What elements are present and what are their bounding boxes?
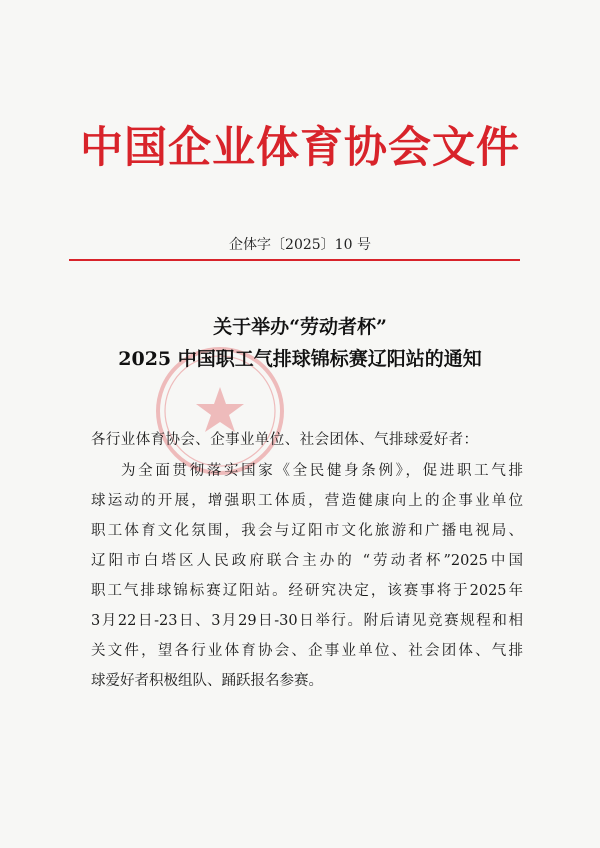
notice-title-line-1: 关于举办“劳动者杯” bbox=[213, 316, 387, 338]
body-line: 关文件，望各行业体育协会、企事业单位、社会团体、气排 bbox=[91, 643, 523, 659]
notice-title-line-2: 2025 中国职工气排球锦标赛辽阳站的通知 bbox=[118, 348, 482, 370]
body-line: 球运动的开展，增强职工体质，营造健康向上的企事业单位 bbox=[91, 493, 523, 509]
body-line: 职工气排球锦标赛辽阳站。经研究决定，该赛事将于2025年 bbox=[91, 583, 523, 599]
body-line: 辽阳市白塔区人民政府联合主办的 “劳动者杯”2025中国 bbox=[91, 553, 523, 569]
document-number: 企体字〔2025〕10 号 bbox=[229, 237, 371, 253]
body-line: 3月22日-23日、3月29日-30日举行。附后请见竞赛规程和相 bbox=[91, 613, 523, 629]
body-line: 职工体育文化氛围，我会与辽阳市文化旅游和广播电视局、 bbox=[91, 523, 523, 539]
org-header-title: 中国企业体育协会文件 bbox=[80, 123, 520, 173]
salutation: 各行业体育协会、企事业单位、社会团体、气排球爱好者： bbox=[91, 432, 479, 448]
body-line: 球爱好者积极组队、踊跃报名参赛。 bbox=[91, 673, 323, 689]
red-divider-line bbox=[69, 259, 520, 261]
body-line: 为全面贯彻落实国家《全民健身条例》，促进职工气排 bbox=[121, 463, 523, 479]
